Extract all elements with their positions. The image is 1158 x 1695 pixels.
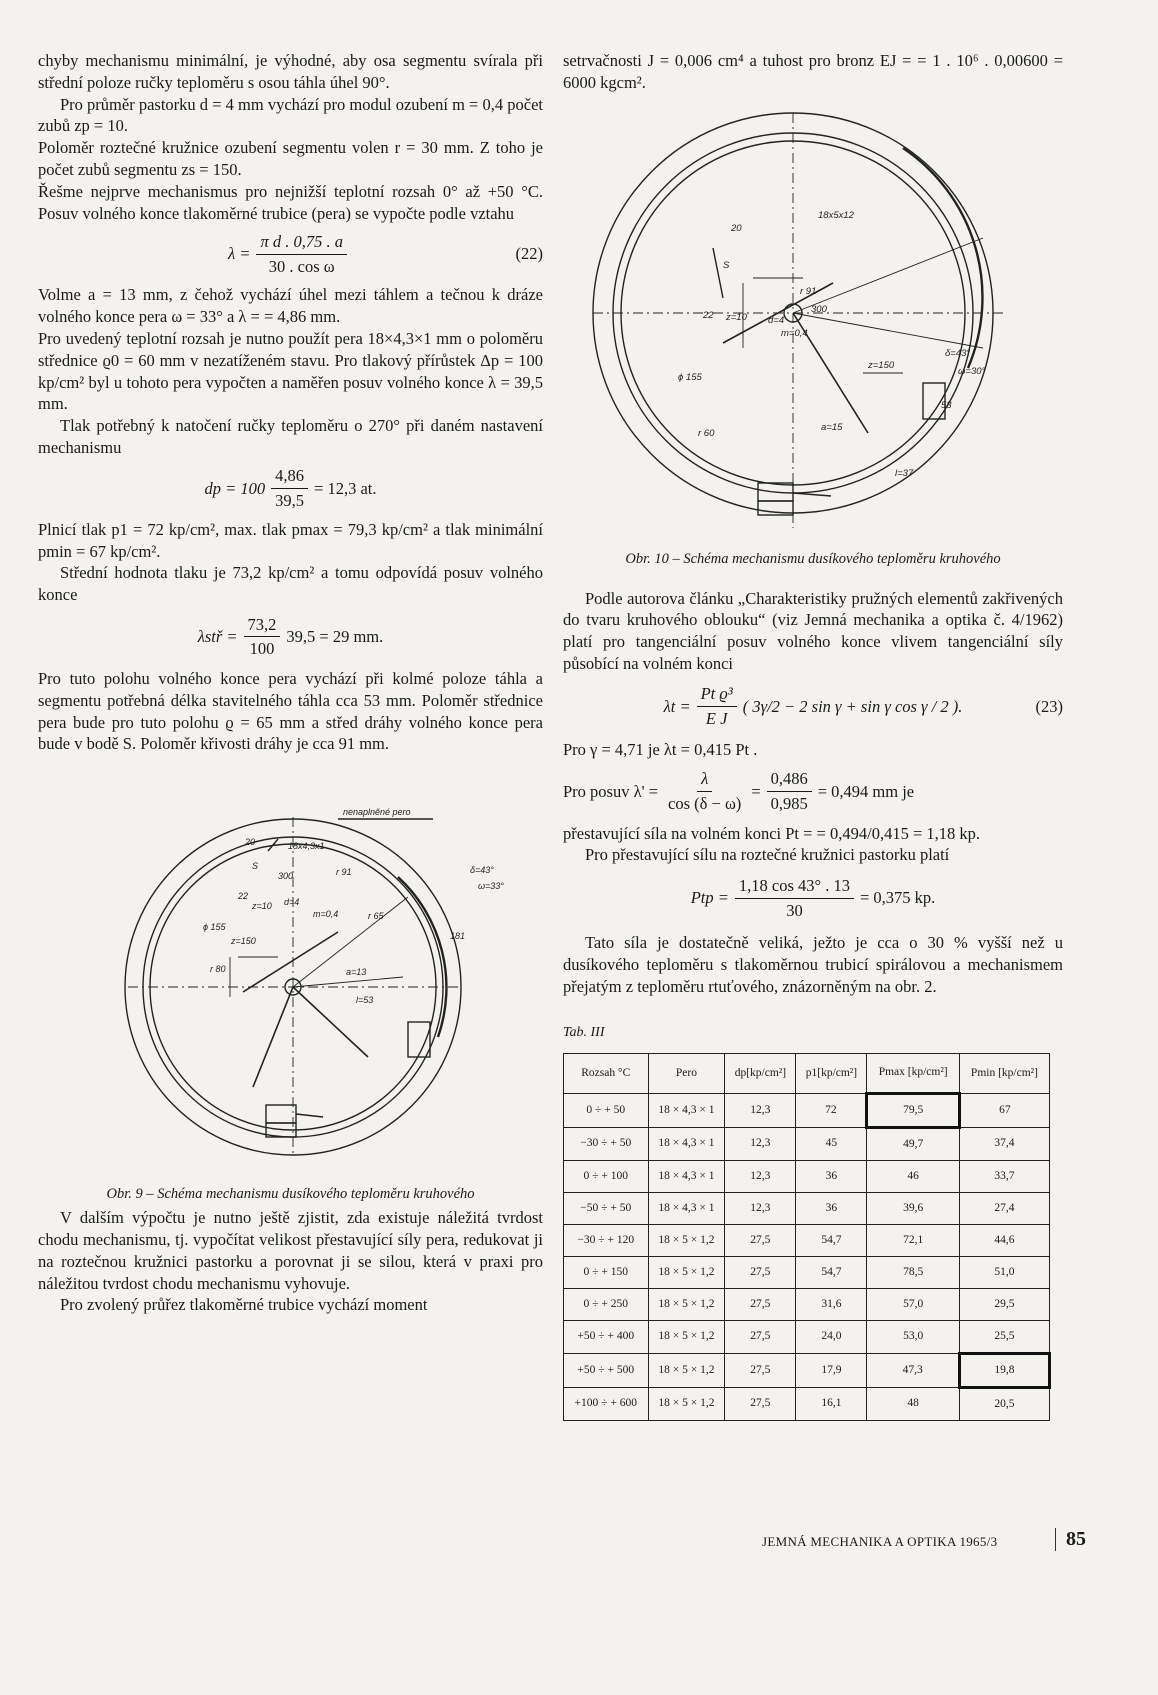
table-cell: 45 bbox=[796, 1128, 867, 1161]
eq-body: ( 3γ/2 − 2 sin γ + sin γ cos γ / 2 ). bbox=[742, 696, 963, 716]
paragraph: chyby mechanismu minimální, je výhodné, aby osa segmentu svírala při střední poloze ručky teploměru s osou táhla úhel 90°. bbox=[38, 51, 543, 92]
eq-denominator: cos (δ − ω) bbox=[668, 794, 742, 814]
eq-fraction bbox=[271, 465, 308, 512]
table-cell: 18 × 4,3 × 1 bbox=[648, 1193, 725, 1225]
equation-posuv bbox=[563, 767, 1063, 817]
paragraph: Pro γ = 4,71 je λt = 0,415 Pt . bbox=[563, 739, 758, 759]
eq-denominator: 30 . cos ω bbox=[268, 256, 335, 276]
table-cell: 37,4 bbox=[959, 1128, 1049, 1161]
table-cell: 44,6 bbox=[959, 1225, 1049, 1257]
table-cell: 79,5 bbox=[867, 1094, 959, 1128]
fig-label: m=0,4 bbox=[313, 909, 339, 920]
equation-lambda-str bbox=[38, 612, 543, 662]
table-cell: 78,5 bbox=[867, 1257, 959, 1289]
fig-label: a=13 bbox=[346, 967, 367, 978]
paragraph: Pro tuto polohu volného konce pera vychází při kolmé poloze táhla a segmentu potřebná délka stavitelného táhla cca 53 mm. Poloměr střednice pera bude pro tuto polohu ϱ = 65 mm a střed dráhy volného konce pera bude v bodě S. Poloměr křivosti dráhy je cca 91 mm. bbox=[38, 668, 543, 754]
table-cell: 12,3 bbox=[725, 1094, 796, 1128]
equation-dp bbox=[38, 465, 543, 513]
fig-label: 22 bbox=[703, 309, 714, 321]
fig-label: d=4 bbox=[284, 897, 300, 908]
eq-denominator: 0,985 bbox=[770, 794, 808, 814]
eq-numerator: λ bbox=[697, 768, 712, 792]
table-cell: 54,7 bbox=[796, 1257, 867, 1289]
figure-10-diagram bbox=[563, 98, 1063, 538]
table-cell: 25,5 bbox=[959, 1321, 1049, 1354]
fig-label: 22 bbox=[238, 891, 249, 902]
fig-label: ω=33° bbox=[478, 881, 504, 892]
fig-label: δ=43° bbox=[470, 865, 494, 876]
eq-numerator: 73,2 bbox=[244, 614, 281, 638]
table-title: Tab. III bbox=[563, 1024, 605, 1040]
table-cell: 49,7 bbox=[867, 1128, 959, 1161]
figure-10 bbox=[563, 98, 1063, 568]
eq-denominator: 100 bbox=[249, 639, 275, 659]
table-cell: 72,1 bbox=[867, 1225, 959, 1257]
eq-equals: = bbox=[751, 781, 761, 801]
table-row bbox=[564, 1128, 1050, 1161]
table-row bbox=[564, 1193, 1050, 1225]
figure-9 bbox=[38, 777, 543, 1202]
fig-label: ϕ 155 bbox=[678, 371, 702, 383]
table-cell: 36 bbox=[796, 1193, 867, 1225]
equation-number: (22) bbox=[515, 244, 543, 264]
fig-label: m=0,4 bbox=[781, 327, 808, 339]
fig-label: r 60 bbox=[698, 427, 715, 439]
paragraph: Volme a = 13 mm, z čehož vychází úhel mezi táhlem a tečnou k dráze volného konce pera ω = 33° a λ = = 4,86 mm. bbox=[38, 285, 543, 327]
table-cell: 19,8 bbox=[959, 1354, 1049, 1388]
table-header: p1[kp/cm²] bbox=[796, 1054, 867, 1094]
table-cell: 36 bbox=[796, 1161, 867, 1193]
eq-denominator: E J bbox=[705, 709, 728, 729]
fig-label: δ=43° bbox=[945, 347, 971, 359]
paragraph: setrvačnosti J = 0,006 cm⁴ a tuhost pro bronz EJ = = 1 . 10⁶ . 0,00600 = 6000 kgcm². bbox=[563, 51, 1063, 92]
table-header: Pmin [kp/cm²] bbox=[959, 1054, 1049, 1094]
table-cell: −50 ÷ + 50 bbox=[564, 1193, 649, 1225]
fig-label: 300 bbox=[278, 871, 294, 882]
eq-numerator: 4,86 bbox=[271, 465, 308, 489]
table-cell: 0 ÷ + 100 bbox=[564, 1161, 649, 1193]
paragraph: přestavující síla na volném konci Pt = = 0,494/0,415 = 1,18 kp. bbox=[563, 823, 980, 843]
table-cell: 18 × 5 × 1,2 bbox=[648, 1257, 725, 1289]
eq-numerator: Pt ϱ³ bbox=[697, 683, 737, 707]
eq-rhs: 39,5 = 29 mm. bbox=[286, 627, 384, 647]
table-header: Pero bbox=[648, 1054, 725, 1094]
table-cell: 18 × 5 × 1,2 bbox=[648, 1289, 725, 1321]
page-number: 85 bbox=[1055, 1528, 1086, 1551]
paragraph: Pro průměr pastorku d = 4 mm vychází pro modul ozubení m = 0,4 počet zubů zp = 10. bbox=[38, 94, 543, 136]
table-header: Rozsah °C bbox=[564, 1054, 649, 1094]
left-column bbox=[38, 50, 543, 1316]
eq-numerator: 0,486 bbox=[767, 768, 812, 792]
paragraph: Střední hodnota tlaku je 73,2 kp/cm² a tomu odpovídá posuv volného konce bbox=[38, 563, 543, 605]
eq-lhs: λ = bbox=[228, 244, 251, 264]
table-3 bbox=[563, 1053, 1051, 1421]
table-cell: 12,3 bbox=[725, 1161, 796, 1193]
table-cell: 48 bbox=[867, 1388, 959, 1421]
table-cell: 29,5 bbox=[959, 1289, 1049, 1321]
eq-fraction bbox=[735, 875, 854, 922]
paragraph: Tlak potřebný k natočení ručky teploměru o 270° při daném nastavení mechanismu bbox=[38, 416, 543, 457]
fig-label: r 91 bbox=[800, 285, 817, 297]
paragraph: Plnicí tlak p1 = 72 kp/cm², max. tlak pmax = 79,3 kp/cm² a tlak minimální pmin = 67 kp/cm². bbox=[38, 519, 543, 561]
table-header: dp[kp/cm²] bbox=[725, 1054, 796, 1094]
fig-label: nenaplněné pero bbox=[343, 807, 411, 818]
table-row bbox=[564, 1354, 1050, 1388]
table-cell: +50 ÷ + 500 bbox=[564, 1354, 649, 1388]
right-column bbox=[563, 50, 1063, 1421]
table-cell: 24,0 bbox=[796, 1321, 867, 1354]
eq-numerator: 1,18 cos 43° . 13 bbox=[735, 875, 854, 899]
table-cell: 12,3 bbox=[725, 1193, 796, 1225]
equation-22 bbox=[38, 230, 543, 278]
table-cell: 27,5 bbox=[725, 1225, 796, 1257]
fig-label: r 80 bbox=[210, 964, 226, 975]
eq-numerator: π d . 0,75 . a bbox=[256, 231, 347, 255]
table-cell: 27,5 bbox=[725, 1289, 796, 1321]
table-header-row bbox=[564, 1054, 1050, 1094]
table-cell: 57,0 bbox=[867, 1289, 959, 1321]
eq-fraction bbox=[664, 768, 745, 815]
fig-label: S bbox=[252, 861, 259, 872]
table-cell: 51,0 bbox=[959, 1257, 1049, 1289]
fig-label: z=150 bbox=[868, 359, 895, 371]
table-cell: 27,5 bbox=[725, 1354, 796, 1388]
table-cell: 27,5 bbox=[725, 1321, 796, 1354]
fig-label: z=150 bbox=[231, 936, 256, 947]
eq-fraction bbox=[697, 683, 737, 730]
fig-label: ϕ 155 bbox=[203, 922, 226, 933]
fig-label: r 91 bbox=[336, 867, 352, 878]
table-cell: 27,5 bbox=[725, 1388, 796, 1421]
fig-label: a=15 bbox=[821, 421, 843, 433]
eq-fraction bbox=[256, 231, 347, 278]
table-row bbox=[564, 1094, 1050, 1128]
table-cell: 67 bbox=[959, 1094, 1049, 1128]
table-row bbox=[564, 1321, 1050, 1354]
table-cell: 31,6 bbox=[796, 1289, 867, 1321]
figure-10-caption: Obr. 10 – Schéma mechanismu dusíkového teploměru kruhového bbox=[625, 551, 1001, 568]
eq-fraction bbox=[767, 768, 812, 815]
figure-9-caption: Obr. 9 – Schéma mechanismu dusíkového teploměru kruhového bbox=[106, 1185, 475, 1202]
table-cell: 18 × 4,3 × 1 bbox=[648, 1094, 725, 1128]
eq-rhs: = 0,375 kp. bbox=[859, 888, 936, 908]
figure-9-diagram bbox=[38, 777, 543, 1172]
fig-label: 18x5x12 bbox=[818, 209, 854, 221]
eq-rhs: = 12,3 at. bbox=[314, 478, 377, 498]
table-cell: +100 ÷ + 600 bbox=[564, 1388, 649, 1421]
table-cell: −30 ÷ + 120 bbox=[564, 1225, 649, 1257]
table-row bbox=[564, 1388, 1050, 1421]
table-cell: 16,1 bbox=[796, 1388, 867, 1421]
eq-lhs: λstř = bbox=[197, 627, 238, 647]
paragraph: Pro přestavující sílu na roztečné kružnici pastorku platí bbox=[585, 845, 950, 865]
table-cell: 12,3 bbox=[725, 1128, 796, 1161]
paragraph: Tato síla je dostatečně veliká, ježto je cca o 30 % vyšší než u dusíkového teploměru s tlakoměrnou trubicí spirálovou a mechanismem přejatým z teploměru rtuťového, znázorněným na obr. 2. bbox=[563, 933, 1063, 996]
equation-23 bbox=[563, 681, 1063, 733]
table-cell: 20,5 bbox=[959, 1388, 1049, 1421]
table-cell: 72 bbox=[796, 1094, 867, 1128]
fig-label: r 65 bbox=[368, 911, 384, 922]
eq-denominator: 39,5 bbox=[275, 491, 305, 511]
table-cell: 33,7 bbox=[959, 1161, 1049, 1193]
paragraph: Podle autorova článku „Charakteristiky pružných elementů zakřivených do tvaru kruhového oblouku“ (viz Jemná mechanika a optika č. 4/1962) platí pro tangenciální posuv volného konce vlivem tangenciální síly působící na volném konci bbox=[563, 588, 1063, 673]
table-cell: 18 × 4,3 × 1 bbox=[648, 1128, 725, 1161]
table-cell: 53,0 bbox=[867, 1321, 959, 1354]
eq-lhs: λt = bbox=[663, 696, 691, 716]
table-cell: 0 ÷ + 250 bbox=[564, 1289, 649, 1321]
table-cell: 47,3 bbox=[867, 1354, 959, 1388]
eq-denominator: 30 bbox=[786, 900, 803, 920]
journal-footer: JEMNÁ MECHANIKA A OPTIKA 1965/3 bbox=[762, 1534, 998, 1549]
paragraph: Poloměr roztečné kružnice ozubení segmentu volen r = 30 mm. Z toho je počet zubů segmentu zs = 150. bbox=[38, 138, 543, 179]
table-cell: 46 bbox=[867, 1161, 959, 1193]
fig-label: l=37 bbox=[895, 467, 914, 479]
eq-fraction bbox=[244, 614, 281, 661]
paragraph: Pro uvedený teplotní rozsah je nutno použít pera 18×4,3×1 mm o poloměru střednice ϱ0 = 60 mm v nezatíženém stavu. Pro tlakový přírůstek Δp = 100 kp/cm² byl u tohoto pera vypočten a naměřen posuv volného konce λ = 39,5 mm. bbox=[38, 328, 543, 414]
table-cell: 18 × 5 × 1,2 bbox=[648, 1321, 725, 1354]
fig-label: 181 bbox=[450, 931, 466, 942]
table-cell: 0 ÷ + 50 bbox=[564, 1094, 649, 1128]
table-cell: −30 ÷ + 50 bbox=[564, 1128, 649, 1161]
fig-label: z=10 bbox=[252, 901, 272, 912]
fig-label: 20 bbox=[245, 837, 256, 848]
table-row bbox=[564, 1161, 1050, 1193]
table-cell: 17,9 bbox=[796, 1354, 867, 1388]
table-cell: 18 × 5 × 1,2 bbox=[648, 1388, 725, 1421]
table-row bbox=[564, 1257, 1050, 1289]
equation-ptp bbox=[563, 872, 1063, 924]
fig-label: 20 bbox=[731, 222, 742, 234]
table-cell: 27,4 bbox=[959, 1193, 1049, 1225]
table-cell: 39,6 bbox=[867, 1193, 959, 1225]
fig-label: l=53 bbox=[356, 995, 374, 1006]
paragraph: Pro zvolený průřez tlakoměrné trubice vychází moment bbox=[60, 1295, 428, 1315]
fig-label: S bbox=[723, 259, 730, 271]
paragraph: V dalším výpočtu je nutno ještě zjistit, zda existuje náležitá tvrdost chodu mechanismu, tj. vypočítat velikost přestavující síly pera, redukovat ji na roztečnou kružnici pastorku a porovnat ji se silou, která v praxi pro náležitou tvrdost chodu mechanismu vyhovuje. bbox=[38, 1208, 543, 1293]
table-cell: +50 ÷ + 400 bbox=[564, 1321, 649, 1354]
table-cell: 18 × 5 × 1,2 bbox=[648, 1225, 725, 1257]
fig-label: 300 bbox=[811, 303, 827, 315]
fig-label: z=10 bbox=[726, 311, 747, 323]
table-cell: 18 × 5 × 1,2 bbox=[648, 1354, 725, 1388]
paragraph: Řešme nejprve mechanismus pro nejnižší teplotní rozsah 0° až +50 °C. Posuv volného konce tlakoměrné trubice (pera) se vypočte podle vztahu bbox=[38, 181, 543, 223]
table-cell: 18 × 4,3 × 1 bbox=[648, 1161, 725, 1193]
table-row bbox=[564, 1289, 1050, 1321]
eq-lhs: Pro posuv λ' = bbox=[563, 781, 658, 801]
table-cell: 27,5 bbox=[725, 1257, 796, 1289]
table-cell: 54,7 bbox=[796, 1225, 867, 1257]
equation-number: (23) bbox=[1035, 696, 1063, 716]
fig-label: 18x4,3x1 bbox=[288, 841, 325, 852]
fig-label: d=4 bbox=[768, 314, 785, 326]
fig-label: 53 bbox=[941, 399, 952, 411]
fig-label: ω=30° bbox=[958, 365, 986, 377]
eq-lhs: Ptp = bbox=[690, 888, 729, 908]
table-header: Pmax [kp/cm²] bbox=[867, 1054, 959, 1094]
eq-lhs: dp = 100 bbox=[204, 478, 266, 498]
table-row bbox=[564, 1225, 1050, 1257]
table-cell: 0 ÷ + 150 bbox=[564, 1257, 649, 1289]
eq-rhs: = 0,494 mm je bbox=[817, 781, 915, 801]
